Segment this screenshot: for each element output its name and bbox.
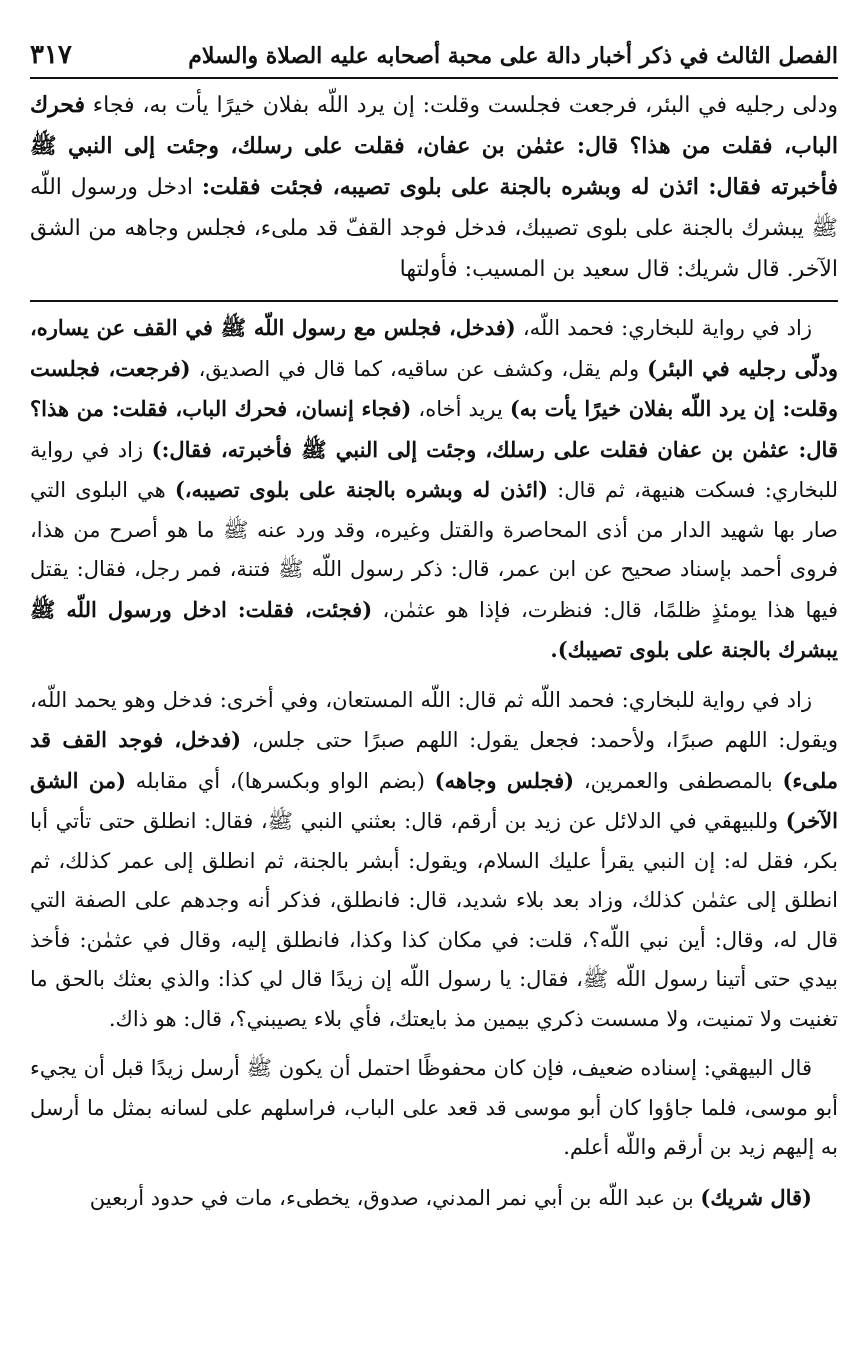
note-segment-bold: (فجلس وجاهه): [434, 767, 575, 793]
page-header: [30, 38, 838, 73]
main-segment-bold: فحرك الباب، فقلت من هذا؟ قال: عثمٰن بن عفان، فقلت على رسلك، وجئت إلى النبي ﷺ فأخبرته فقال: ائذن له وبشره بالجنة على بلوى تصيبه، فجئت فقلت:: [30, 92, 838, 200]
note-segment-bold: (من الشق الآخر): [30, 767, 838, 833]
commentary: [30, 308, 838, 1218]
note-segment-bold: (فجاء إنسان، فحرك الباب، فقلت: من هذا؟ قال: عثمٰن بن عفان فقلت على رسلك، وجئت إلى النبي ﷺ فأخبرته، فقال:): [30, 396, 838, 462]
main-text: [30, 85, 838, 290]
note-segment: زاد في رواية للبخاري: فحمد اللّه ثم قال: اللّه المستعان، وفي أخرى: فدخل وهو يحمد اللّه، ويقول: اللهم صبرًا، ولأحمد: فجعل يقول: اللهم صبرًا حتى جلس،: [30, 687, 838, 752]
note-segment-bold: (ائذن له وبشره بالجنة على بلوى تصيبه،): [174, 477, 549, 502]
commentary-paragraph: [30, 1178, 838, 1219]
note-segment: زاد في رواية للبخاري: فحمد اللّه،: [515, 316, 812, 340]
note-segment-bold: (فدخل، فوجد القف قد ملىء): [30, 727, 839, 793]
note-segment: هي البلوى التي صار بها شهيد الدار من أذى المحاصرة والقتل وغيره، وقد ورد عنه ﷺ ما هو أصرح من هذا، فروى أحمد بإسناد صحيح عن ابن عمر، قال: ذكر رسول اللّه ﷺ فتنة، فمر رجل، فقال: يقتل فيها هذا يومئذٍ ظلمًا، قال: فنظرت، فإذا هو عثمٰن،: [30, 478, 838, 622]
commentary-paragraph: [30, 308, 838, 671]
main-segment: ودلى رجليه في البئر، فرجعت فجلست وقلت: إن يرد اللّه بفلان خيرًا يأت به، فجاء: [85, 93, 838, 118]
note-segment-bold: (فدخل، فجلس مع رسول اللّه ﷺ في القف عن يساره، ودلّى رجليه في البئر): [30, 315, 838, 381]
note-segment: ولم يقل، وكشف عن ساقيه، كما قال في الصديق،: [190, 356, 648, 381]
note-segment-bold: (قال شريك): [700, 1184, 812, 1210]
note-segment: وللبيهقي في الدلائل عن زيد بن أرقم، قال: بعثني النبي ﷺ، فقال: انطلق حتى تأتي أبا بكر، فقل له: إن النبي يقرأ عليك السلام، ويقول: أبشر بالجنة، ثم انطلق إلى عمر كذلك، ثم انطلق إلى عثمٰن كذلك، وزاد بعد بلاء شديد، قال: فانطلق، فذكر أنه وجدهم على الصفة التي قال له، وقال: أين نبي اللّه؟، قلت: في مكان كذا وكذا، فانطلق إليه، وقال في عثمٰن: فأخذ بيدي حتى أتينا رسول اللّه ﷺ، فقال: يا رسول اللّه إن زيدًا قال لي كذا: والذي بعثك بالحق ما تغنيت ولا تمنيت، ولا مسست ذكري بيمين مذ بايعتك، فأي بلاء يصيبني؟، قال: هو ذاك.: [30, 809, 838, 1031]
note-segment: بن عبد اللّه بن أبي نمر المدني، صدوق، يخطىء، مات في حدود أربعين: [89, 1185, 701, 1210]
page-number: ٣١٧: [30, 40, 72, 70]
main-segment: ادخل ورسول اللّه ﷺ يبشرك بالجنة على بلوى تصيبك، فدخل فوجد القفّ قد ملىء، فجلس وجاهه من الشق الآخر. قال شريك: قال سعيد بن المسيب: فأولتها: [30, 175, 838, 282]
commentary-paragraph: [30, 1049, 838, 1168]
commentary-divider: [30, 300, 838, 302]
note-segment: بالمصطفى والعمرين،: [574, 768, 783, 793]
note-segment: زاد في رواية للبخاري: فسكت هنيهة، ثم قال:: [30, 437, 838, 502]
note-segment: يريد أخاه،: [411, 397, 510, 421]
note-segment: (بضم الواو وبكسرها)، أي مقابله: [126, 768, 435, 793]
note-segment-bold: (فرجعت، فجلست وقلت: إن يرد اللّه بفلان خيرًا يأت به): [30, 355, 839, 421]
commentary-paragraph: [30, 681, 838, 1040]
header-rule: [30, 77, 838, 79]
note-segment-bold: (فجئت، فقلت: ادخل ورسول اللّه ﷺ يبشرك بالجنة على بلوى تصيبك).: [30, 596, 838, 662]
book-page: [30, 38, 838, 1218]
chapter-title: الفصل الثالث في ذكر أخبار دالة على محبة أصحابه عليه الصلاة والسلام: [188, 43, 838, 69]
note-segment: قال البيهقي: إسناده ضعيف، فإن كان محفوظًا احتمل أن يكون ﷺ أرسل زيدًا قبل أن يجيء أبو موسى، فلما جاؤوا كان أبو موسى قد قعد على الباب، فراسلهم على لسانه بمثل ما أرسل به إليهم زيد بن أرقم واللّه أعلم.: [30, 1056, 838, 1159]
